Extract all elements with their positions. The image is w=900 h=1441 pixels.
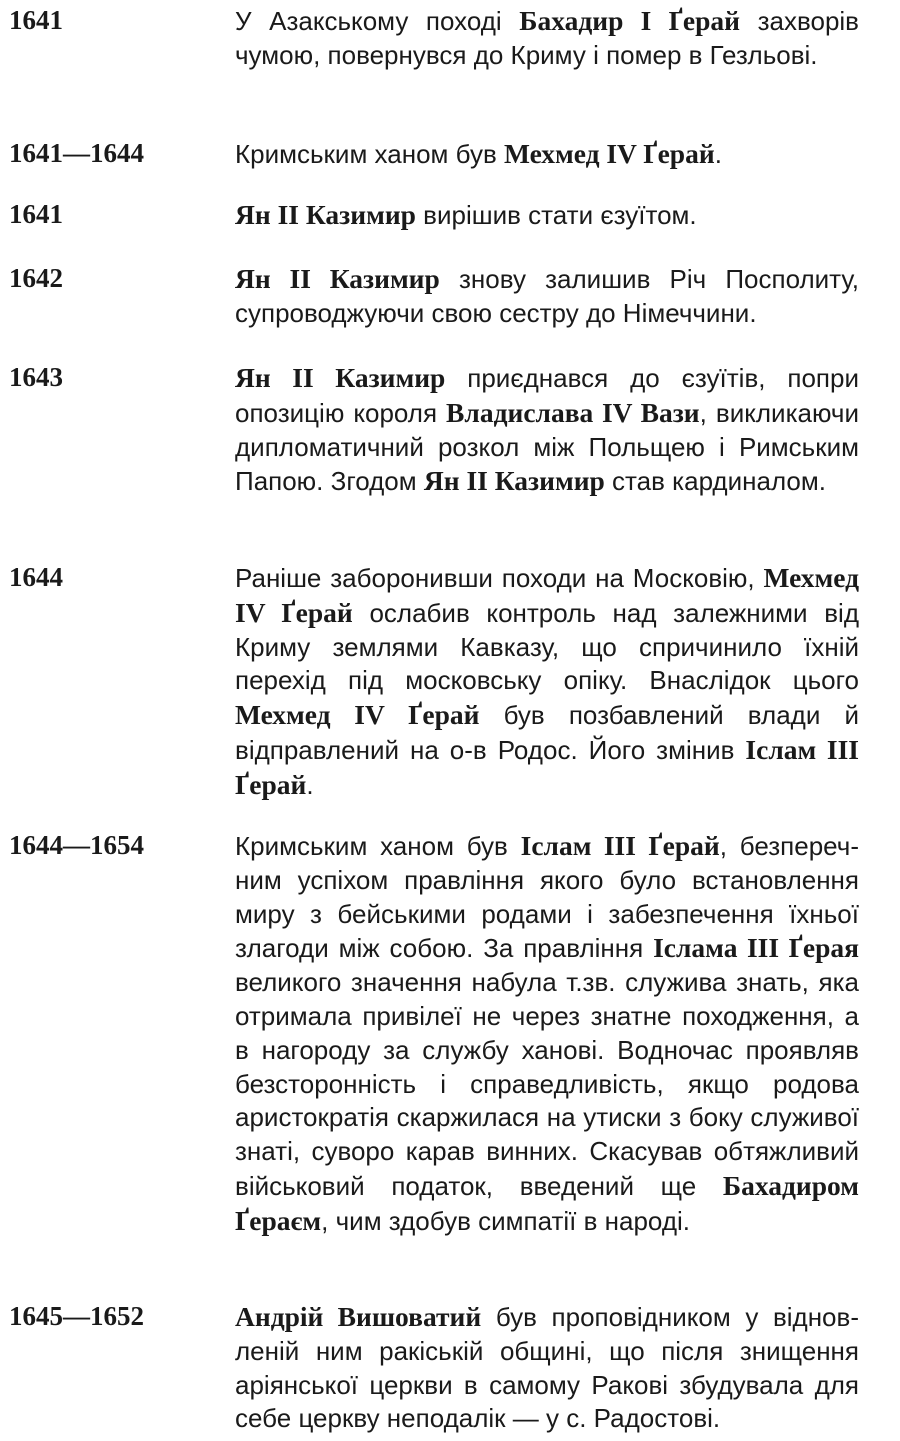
text-run-bold: Андрій Вишоватий (235, 1301, 482, 1332)
text-run: знову залишив Річ Посполиту, супроводжуючи свою сестру до Німеччини. (235, 264, 859, 328)
entry-text (235, 4, 859, 73)
entry-year: 1645—1652 (9, 1301, 144, 1331)
text-run: Кримським ханом був (235, 831, 521, 861)
entry-year: 1641 (9, 5, 63, 35)
text-run-bold: Бахадир I Ґерай (519, 5, 740, 36)
entry-text (235, 262, 859, 331)
text-run: , безперечним успіхом правління якого було встановлення миру з бейськими родами і забезпечення їхньої злагоди між собою. За правління (235, 831, 859, 964)
text-run-bold: Мехмед IV Ґерай (235, 699, 480, 731)
text-run-bold: Іслама III Ґерая (653, 932, 859, 964)
text-run: Кримським ханом був (235, 139, 504, 169)
text-run-bold: Ян II Казимир (423, 465, 605, 497)
entry-year: 1643 (9, 362, 63, 392)
entry-text (235, 361, 859, 499)
entry-text (235, 198, 859, 233)
entry-text (235, 1300, 859, 1436)
text-run: . (306, 769, 314, 800)
text-run: , викликаючи дипломатичний розкол між Польщею і Римським Папою. Згодом (235, 397, 859, 497)
text-run: великого значення набула т.зв. служива знать, яка отримала привілеї не через знатне походження, а в нагороду за службу ханові. Водночас проявляв безсторонність і справедливість, якщо родова аристократія скаржилася на утиски з боку служивої знаті, суворо карав винних. Скасував обтяжливий військовий податок, введений ще (235, 967, 859, 1201)
text-run-bold: Владислава IV Вази (446, 396, 700, 428)
text-run-bold: Ян II Казимир (235, 263, 440, 294)
entry-year: 1644 (9, 562, 63, 592)
text-run: був проповідником у відновленій ним ракіській общині, що після знищення аріянської церкви в самому Ракові збудувала для себе церкву неподалік — у с. Радостові. (235, 1302, 860, 1434)
entry-year: 1644—1654 (9, 830, 144, 860)
text-run: , чим здобув симпатії в народі. (321, 1205, 690, 1236)
text-run-bold: Ян II Казимир (235, 362, 446, 393)
entry-text (235, 829, 859, 1239)
text-run-bold: Ян II Казимир (235, 199, 416, 230)
text-run: став кардиналом. (604, 466, 826, 497)
text-run: У Азакському поході (235, 6, 520, 36)
text-run: приєднався до єзуїтів, попри опозицію короля (235, 363, 859, 428)
text-run-bold: Мехмед IV Ґерай (235, 562, 859, 628)
text-run-bold: Бахадиром Ґераєм (235, 1169, 859, 1236)
entry-text (235, 137, 859, 172)
text-run: вирішив стати єзуїтом. (415, 200, 697, 230)
text-run: захворів чумою, повернувся до Криму і помер в Гезльові. (235, 6, 859, 70)
text-run-bold: Іслам III Ґерай (520, 830, 720, 861)
entry-year: 1642 (9, 263, 63, 293)
text-run-bold: Мехмед IV Ґерай (504, 138, 715, 169)
text-run: . (714, 139, 722, 169)
entry-text (235, 561, 859, 803)
text-run: ослабив контроль над залежними від Криму землями Кавказу, що спричинило їхній перехід під московську опіку. Внаслідок цього (235, 597, 859, 696)
entry-year: 1641 (9, 199, 63, 229)
text-run-bold: Іслам III Ґерай (235, 733, 859, 800)
entry-year: 1641—1644 (9, 138, 144, 168)
text-run: був позбавлений влади й відправлений на о-в Родос. Його змінив (235, 700, 859, 765)
text-run: Раніше заборонивши походи на Московію, (235, 563, 764, 593)
